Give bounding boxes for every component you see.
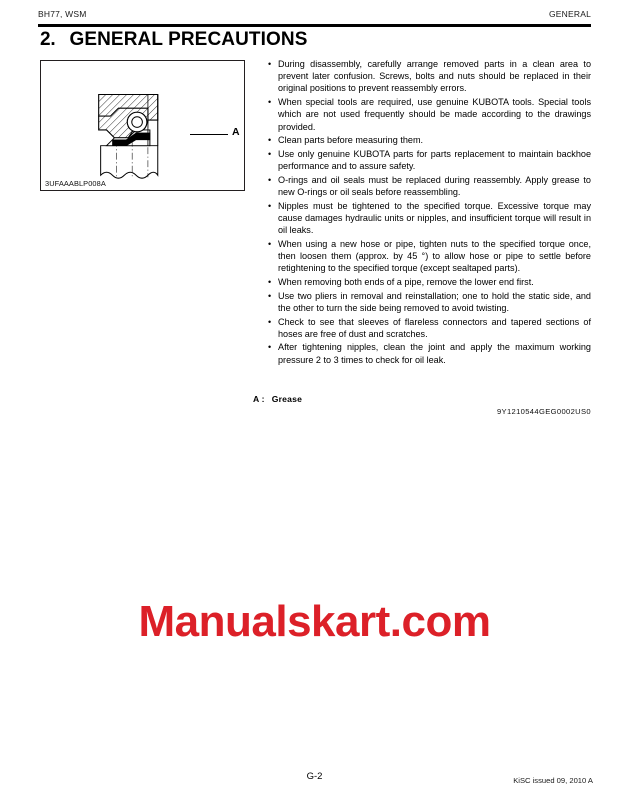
list-item bbox=[268, 134, 591, 146]
legend-value: Grease bbox=[271, 394, 303, 404]
list-item-text: When removing both ends of a pipe, remove the lower end first. bbox=[278, 276, 534, 287]
list-item-text: Use two pliers in removal and reinstallation; one to hold the static side, and the other to turn the side being removed to avoid twisting. bbox=[278, 290, 591, 313]
footer-issue-note: KiSC issued 09, 2010 A bbox=[513, 776, 593, 785]
list-item-text: When using a new hose or pipe, tighten nuts to the specified torque once, then loosen them (approx. by 45 °) to allow hose or pipe to settle before retightening to the specified torque (except sealtaped parts). bbox=[278, 238, 591, 274]
bullet-marker: • bbox=[268, 135, 272, 146]
section-title-text: GENERAL PRECAUTIONS bbox=[69, 29, 308, 50]
list-item-text: After tightening nipples, clean the joint and apply the maximum working pressure 2 to 3 times to check for oil leak. bbox=[278, 342, 591, 365]
section-number: 2. bbox=[40, 29, 56, 50]
precautions-list bbox=[268, 58, 591, 367]
legend-key: A : bbox=[253, 394, 265, 404]
bullet-marker: • bbox=[268, 148, 272, 159]
list-item bbox=[268, 316, 591, 340]
document-code: 9Y1210544GEG0002US0 bbox=[496, 407, 591, 416]
bullet-marker: • bbox=[268, 238, 272, 249]
bullet-marker: • bbox=[268, 174, 272, 185]
figure-id-label: 3UFAAABLP008A bbox=[45, 179, 106, 188]
header-right-text: GENERAL bbox=[548, 9, 591, 19]
grease-legend bbox=[253, 394, 302, 404]
list-item-text: Check to see that sleeves of flareless connectors and tapered sections of hoses are free of dust and scratches. bbox=[278, 316, 591, 339]
bullet-marker: • bbox=[268, 200, 272, 211]
list-item bbox=[268, 290, 591, 314]
bullet-marker: • bbox=[268, 59, 272, 69]
bullet-marker: • bbox=[268, 276, 272, 287]
list-item-text: Clean parts before measuring them. bbox=[278, 135, 424, 146]
callout-a-label: A bbox=[232, 126, 240, 138]
list-item-text: During disassembly, carefully arrange removed parts in a clean area to prevent later confusion. Screws, bolts and nuts should be replaced in their original positions to prevent reassembly errors. bbox=[278, 59, 591, 94]
list-item bbox=[268, 174, 591, 198]
list-item bbox=[268, 341, 591, 365]
list-item bbox=[268, 96, 591, 133]
running-header bbox=[38, 9, 591, 22]
bullet-marker: • bbox=[268, 342, 272, 353]
list-item bbox=[268, 276, 591, 288]
list-item-text: O-rings and oil seals must be replaced during reassembly. Apply grease to new O-rings or oil seals before reassembling. bbox=[278, 174, 591, 198]
header-left-text: BH77, WSM bbox=[38, 9, 87, 19]
page-number: G-2 bbox=[306, 771, 323, 782]
watermark: Manualskart.com bbox=[138, 597, 491, 646]
page-title bbox=[40, 29, 307, 51]
list-item bbox=[268, 58, 591, 95]
list-item bbox=[268, 238, 591, 275]
list-item-text: Use only genuine KUBOTA parts for parts replacement to maintain backhoe performance and to assure safety. bbox=[278, 148, 591, 172]
figure-callout-a bbox=[190, 126, 250, 144]
list-item bbox=[268, 148, 591, 172]
leader-line bbox=[190, 134, 228, 135]
list-item-text: Nipples must be tightened to the specified torque. Excessive torque may cause damages hydraulic units or nipples, and insufficient torque will result in oil leaks. bbox=[278, 200, 591, 236]
bullet-marker: • bbox=[268, 290, 272, 301]
bullet-marker: • bbox=[268, 316, 272, 327]
bullet-marker: • bbox=[268, 97, 272, 108]
list-item-text: When special tools are required, use genuine KUBOTA tools. Special tools which are not used frequently should be made according to the drawings provided. bbox=[278, 97, 591, 132]
list-item bbox=[268, 200, 591, 237]
header-rule bbox=[38, 24, 591, 27]
